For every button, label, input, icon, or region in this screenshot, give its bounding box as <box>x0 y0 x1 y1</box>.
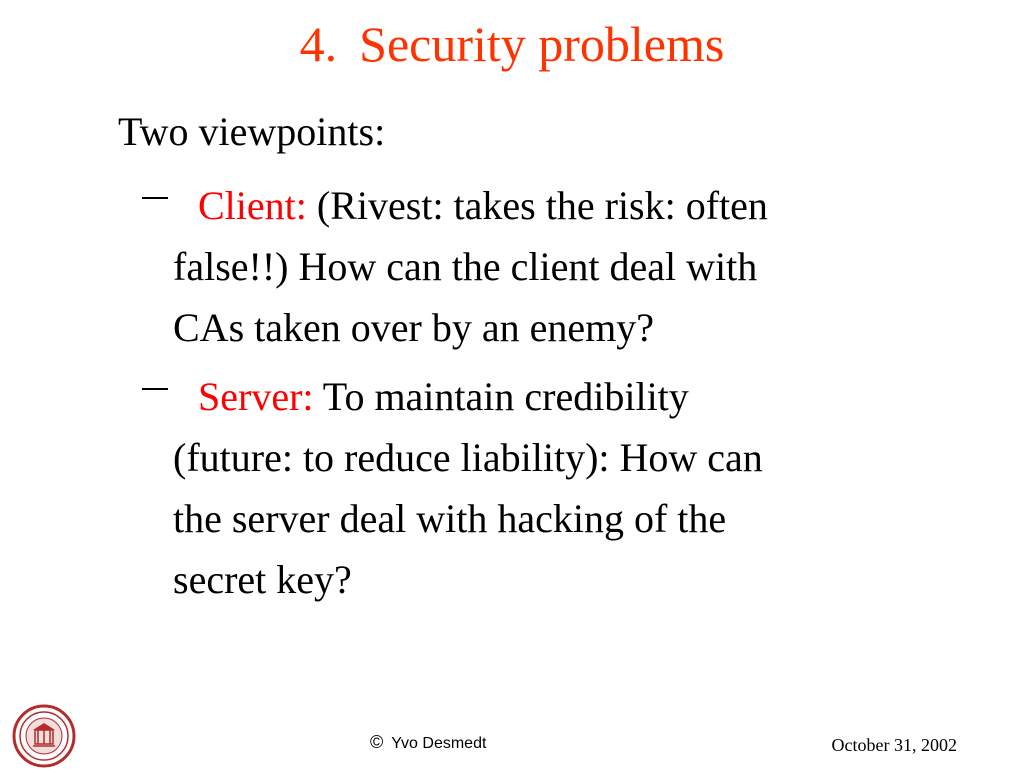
bullet-line: CAs taken over by an enemy? <box>173 305 654 350</box>
bullet-keyword: Client: <box>198 183 307 228</box>
bullet-line: the server deal with hacking of the <box>173 496 727 541</box>
bullet-line <box>198 366 973 427</box>
bullet-line <box>198 175 973 236</box>
dash-bullet-icon <box>142 366 168 427</box>
bullet-text: To maintain credibility <box>322 374 689 419</box>
title-text: Security problems <box>359 16 725 72</box>
bullet-server <box>173 366 973 610</box>
bullet-client <box>173 175 973 358</box>
bullet-text: (Rivest: takes the risk: often <box>316 183 768 228</box>
copyright-icon: © <box>370 732 384 752</box>
bullet-line: secret key? <box>173 557 352 602</box>
footer-author <box>370 730 486 756</box>
dash-bullet-icon <box>142 175 168 236</box>
title-number: 4. <box>299 16 338 72</box>
intro-text: Two viewpoints: <box>118 109 386 154</box>
slide-title <box>0 14 1024 74</box>
university-seal-icon <box>12 704 76 768</box>
author-name: Yvo Desmedt <box>391 735 487 752</box>
bullet-keyword: Server: <box>198 374 314 419</box>
footer-date: October 31, 2002 <box>831 735 957 755</box>
bullet-line: false!!) How can the client deal with <box>173 244 758 289</box>
bullet-line: (future: to reduce liability): How can <box>173 435 763 480</box>
